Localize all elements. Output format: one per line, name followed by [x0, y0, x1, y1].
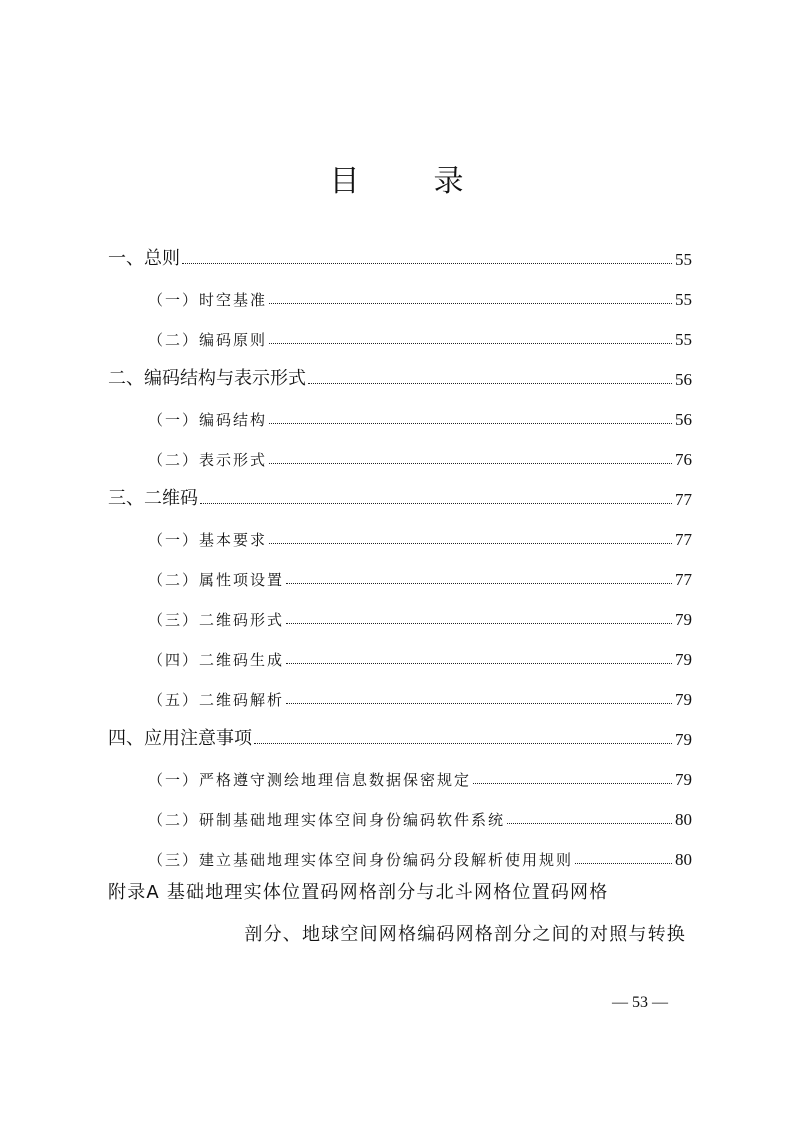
toc-entry-page: 56 — [675, 410, 692, 429]
toc-entry[interactable] — [148, 560, 692, 590]
toc-entry-label: 一、总则 — [108, 248, 180, 269]
toc-entry[interactable] — [148, 840, 692, 870]
toc-entry[interactable] — [108, 240, 692, 270]
toc-entry[interactable] — [108, 720, 692, 750]
toc-entry[interactable] — [108, 360, 692, 390]
toc-entry-page: 76 — [675, 450, 692, 469]
dot-leader — [200, 503, 672, 504]
toc-entry-page: 56 — [675, 370, 692, 389]
toc-entry-label: （五）二维码解析 — [148, 691, 285, 709]
toc-entry-label: 四、应用注意事项 — [108, 728, 252, 749]
toc-entry-page: 80 — [675, 810, 692, 829]
dot-leader — [254, 743, 672, 744]
toc-entry-label: （三）二维码形式 — [148, 611, 285, 629]
toc-entry[interactable] — [148, 680, 692, 710]
dot-leader — [286, 663, 672, 664]
toc-entry[interactable] — [148, 520, 692, 550]
toc-entry[interactable] — [148, 760, 692, 790]
dot-leader — [473, 783, 672, 784]
toc-entry-page: 77 — [675, 530, 692, 549]
dot-leader — [286, 703, 672, 704]
toc-entry-page: 80 — [675, 850, 692, 869]
toc-entry[interactable] — [148, 600, 692, 630]
dot-leader — [507, 823, 672, 824]
dot-leader — [269, 343, 672, 344]
dot-leader — [269, 463, 672, 464]
dot-leader — [182, 263, 672, 264]
toc-entry-page: 77 — [675, 490, 692, 509]
toc-entry-label: （二）研制基础地理实体空间身份编码软件系统 — [148, 811, 506, 829]
dot-leader — [269, 543, 672, 544]
toc-entry[interactable] — [148, 320, 692, 350]
toc-entry-page: 55 — [675, 330, 692, 349]
toc-entry-page: 79 — [675, 770, 692, 789]
toc-entry-label: （四）二维码生成 — [148, 651, 285, 669]
dot-leader — [269, 303, 672, 304]
toc-entry-label: （二）编码原则 — [148, 331, 268, 349]
appendix-title-line-1: 附录A 基础地理实体位置码网格剖分与北斗网格位置码网格 — [108, 882, 609, 903]
toc-entry[interactable] — [148, 400, 692, 430]
toc-entry-page: 55 — [675, 250, 692, 269]
toc-entry[interactable] — [148, 640, 692, 670]
dot-leader — [308, 383, 672, 384]
toc-entry-label: （一）严格遵守测绘地理信息数据保密规定 — [148, 771, 472, 789]
toc-entry-page: 79 — [675, 610, 692, 629]
toc-entry-page: 77 — [675, 570, 692, 589]
toc-entry-label: （一）基本要求 — [148, 531, 268, 549]
toc-entry-label: （三）建立基础地理实体空间身份编码分段解析使用规则 — [148, 851, 574, 869]
toc-entry-label: （一）时空基准 — [148, 291, 268, 309]
toc-entry-label: （一）编码结构 — [148, 411, 268, 429]
toc-entry-page: 55 — [675, 290, 692, 309]
page-number: — 53 — — [612, 994, 668, 1011]
toc-entry[interactable] — [148, 440, 692, 470]
appendix-title-line-2: 剖分、地球空间网格编码网格剖分之间的对照与转换 — [244, 924, 686, 945]
dot-leader — [286, 623, 672, 624]
toc-entry-page: 79 — [675, 730, 692, 749]
toc-entry-label: 二、编码结构与表示形式 — [108, 368, 306, 389]
appendix-entry[interactable] — [108, 878, 692, 945]
toc-entry[interactable] — [148, 800, 692, 830]
toc-entry-label: （二）表示形式 — [148, 451, 268, 469]
toc-entry-label: （二）属性项设置 — [148, 571, 285, 589]
page-title: 目 录 — [329, 164, 486, 199]
dot-leader — [286, 583, 672, 584]
toc-entry-label: 三、二维码 — [108, 488, 198, 509]
toc-entry[interactable] — [148, 280, 692, 310]
dot-leader — [269, 423, 672, 424]
toc-entry-page: 79 — [675, 650, 692, 669]
toc-entry[interactable] — [108, 480, 692, 510]
dot-leader — [575, 863, 672, 864]
toc-entry-page: 79 — [675, 690, 692, 709]
